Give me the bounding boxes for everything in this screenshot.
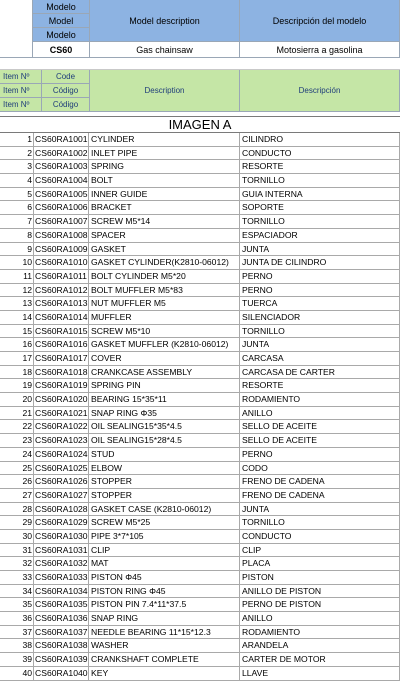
item-number-cell[interactable]: 1 (0, 133, 34, 146)
part-code-cell[interactable]: CS60RA1025 (35, 462, 88, 473)
item-number-cell[interactable]: 13 (0, 297, 34, 310)
part-code-cell[interactable]: CS60RA1034 (35, 585, 88, 596)
part-code-cell[interactable]: CS60RA1021 (35, 407, 88, 418)
table-row (0, 256, 400, 270)
description-es-cell[interactable]: PERNO (240, 270, 400, 283)
description-es-cell[interactable]: PERNO (240, 284, 400, 297)
description-es-cell[interactable]: JUNTA (240, 338, 400, 351)
parts-table (0, 133, 400, 681)
description-es-cell[interactable]: SOPORTE (240, 201, 400, 214)
part-code-cell[interactable]: CS60RA1011 (34, 270, 89, 283)
part-code-cell[interactable]: CS60RA1006 (35, 202, 88, 213)
table-row (0, 598, 400, 612)
item-number-cell[interactable]: 38 (0, 639, 34, 652)
item-number-cell[interactable]: 8 (0, 229, 34, 242)
description-es-cell[interactable]: CARCASA (240, 352, 400, 365)
item-number-cell[interactable]: 5 (0, 188, 34, 201)
item-number-cell[interactable]: 10 (0, 256, 34, 269)
table-row (0, 215, 400, 229)
table-row (0, 201, 400, 215)
part-code-cell[interactable]: CS60RA1038 (35, 640, 88, 651)
code-header[interactable]: Code (42, 70, 90, 84)
spacer-row (0, 58, 400, 70)
item-number-header[interactable]: Item Nº (0, 70, 42, 84)
column-headers (0, 70, 400, 112)
description-cell[interactable]: PISTON Φ45 (89, 571, 240, 584)
item-number-cell[interactable]: 18 (0, 366, 34, 379)
table-row (0, 639, 400, 653)
description-es-cell[interactable]: ANILLO DE PISTON (240, 585, 400, 598)
description-cell[interactable]: BRACKET (89, 201, 240, 214)
description-cell[interactable]: SCREW M5*10 (89, 325, 240, 338)
table-row (0, 667, 400, 681)
description-cell[interactable]: GASKET CYLINDER(K2810-06012) (89, 256, 240, 269)
description-es-cell[interactable]: LLAVE (240, 667, 400, 680)
part-code-cell[interactable]: CS60RA1032 (35, 558, 88, 569)
model-description-cell[interactable]: Gas chainsaw (90, 42, 240, 58)
table-row (0, 325, 400, 339)
item-number-cell[interactable]: 11 (0, 270, 34, 283)
part-code-cell[interactable]: CS60RA1012 (35, 284, 88, 295)
part-code-cell[interactable]: CS60RA1002 (35, 147, 88, 158)
part-code-cell[interactable]: CS60RA1040 (35, 667, 88, 678)
table-row (0, 544, 400, 558)
table-row (0, 626, 400, 640)
description-cell[interactable]: BEARING 15*35*11 (89, 393, 240, 406)
part-code-cell[interactable]: CS60RA1017 (35, 353, 88, 363)
table-row (0, 475, 400, 489)
table-row (0, 311, 400, 325)
item-number-cell[interactable]: 14 (0, 311, 34, 324)
description-cell[interactable]: SPRING PIN (89, 379, 240, 392)
description-es-cell[interactable]: CONDUCTO (240, 147, 400, 160)
table-row (0, 612, 400, 626)
description-es-header[interactable]: Descripción (240, 70, 400, 112)
description-es-cell[interactable]: RODAMIENTO (240, 393, 400, 406)
description-cell[interactable]: GASKET (89, 243, 240, 256)
item-number-cell[interactable]: 15 (0, 325, 34, 338)
description-cell[interactable]: CRANKCASE ASSEMBLY (89, 366, 240, 379)
table-row (0, 352, 400, 366)
description-es-cell[interactable]: TORNILLO (240, 174, 400, 187)
description-es-cell[interactable]: SELLO DE ACEITE (240, 434, 400, 447)
description-es-cell[interactable]: RODAMIENTO (240, 626, 400, 639)
description-cell[interactable]: GASKET MUFFLER (K2810-06012) (89, 338, 240, 351)
part-code-cell[interactable]: CS60RA1022 (35, 421, 88, 432)
description-cell[interactable]: PISTON PIN 7.4*11*37.5 (89, 598, 240, 611)
description-cell[interactable]: CLIP (89, 544, 240, 557)
table-row (0, 160, 400, 174)
description-es-cell[interactable]: TUERCA (240, 297, 400, 310)
part-code-cell[interactable]: CS60RA1003 (35, 161, 88, 172)
item-number-cell[interactable]: 35 (0, 598, 34, 611)
item-number-cell[interactable]: 37 (0, 626, 34, 639)
part-code-cell[interactable]: CS60RA1024 (35, 448, 88, 459)
model-label-cell[interactable]: Model (33, 14, 90, 28)
description-cell[interactable]: CRANKSHAFT COMPLETE (89, 653, 240, 666)
description-cell[interactable]: STUD (89, 448, 240, 461)
item-number-cell[interactable]: 29 (0, 516, 34, 529)
description-es-cell[interactable]: JUNTA (240, 503, 400, 516)
table-row (0, 557, 400, 571)
part-code-cell[interactable]: CS60RA1009 (35, 243, 88, 254)
model-header (0, 0, 400, 58)
model-code-cell[interactable]: CS60 (33, 42, 90, 58)
table-row (0, 147, 400, 161)
description-cell[interactable]: INLET PIPE (89, 147, 240, 160)
item-number-header[interactable]: Item Nº (0, 84, 42, 98)
item-number-cell[interactable]: 19 (0, 379, 34, 392)
description-cell[interactable]: SCREW M5*25 (89, 516, 240, 529)
table-row (0, 243, 400, 257)
description-cell[interactable]: WASHER (89, 639, 240, 652)
part-code-cell[interactable]: CS60RA1001 (35, 134, 88, 144)
description-cell[interactable]: SPRING (89, 160, 240, 173)
description-cell[interactable]: SCREW M5*14 (89, 215, 240, 228)
description-es-cell[interactable]: TORNILLO (240, 325, 400, 338)
item-number-cell[interactable]: 30 (0, 530, 34, 543)
item-number-cell[interactable]: 17 (0, 352, 34, 365)
part-code-cell[interactable]: CS60RA1004 (35, 175, 88, 186)
part-code-cell[interactable]: CS60RA1039 (35, 654, 88, 665)
model-description-header[interactable]: Model description (90, 0, 240, 42)
description-es-cell[interactable]: SELLO DE ACEITE (240, 420, 400, 433)
table-row (0, 379, 400, 393)
description-es-cell[interactable]: RESORTE (240, 379, 400, 392)
corner-cell[interactable] (0, 0, 33, 58)
description-es-cell[interactable]: ANILLO (240, 407, 400, 420)
description-cell[interactable]: OIL SEALING15*28*4.5 (89, 434, 240, 447)
part-code-cell[interactable]: CS60RA1013 (35, 298, 88, 309)
description-es-cell[interactable]: TORNILLO (240, 516, 400, 529)
description-cell[interactable]: GASKET CASE (K2810-06012) (89, 503, 240, 516)
table-row (0, 530, 400, 544)
table-row (0, 653, 400, 667)
part-code-cell[interactable]: CS60RA1008 (35, 229, 88, 240)
part-code-cell[interactable]: CS60RA1033 (35, 572, 88, 582)
description-cell[interactable]: BOLT CYLINDER M5*20 (89, 270, 240, 283)
description-cell[interactable]: OIL SEALING15*35*4.5 (89, 420, 240, 433)
part-code-cell[interactable]: CS60RA1020 (35, 394, 88, 405)
part-code-cell[interactable]: CS60RA1036 (35, 613, 88, 624)
table-row (0, 489, 400, 503)
description-es-cell[interactable]: PISTON (240, 571, 400, 584)
item-number-cell[interactable]: 3 (0, 160, 34, 173)
description-es-cell[interactable]: FRENO DE CADENA (240, 475, 400, 488)
description-es-cell[interactable]: CODO (240, 462, 400, 475)
description-es-cell[interactable]: CARCASA DE CARTER (240, 366, 400, 379)
description-es-cell[interactable]: RESORTE (240, 160, 400, 173)
part-code-cell[interactable]: CS60RA1015 (35, 325, 88, 336)
model-label-cell[interactable]: Modelo (33, 28, 90, 42)
part-code-cell[interactable]: CS60RA1019 (35, 380, 88, 391)
table-row (0, 174, 400, 188)
description-es-cell[interactable]: JUNTA (240, 243, 400, 256)
part-code-cell[interactable]: CS60RA1035 (35, 599, 88, 610)
table-row (0, 516, 400, 530)
part-code-cell[interactable]: CS60RA1018 (35, 366, 88, 377)
model-description-es-cell[interactable]: Motosierra a gasolina (240, 42, 400, 58)
code-header[interactable]: Código (42, 84, 90, 98)
item-number-cell[interactable]: 20 (0, 393, 34, 406)
table-row (0, 571, 400, 585)
part-code-cell[interactable]: CS60RA1005 (35, 188, 88, 199)
description-es-cell[interactable]: ANILLO (240, 612, 400, 625)
description-es-cell[interactable]: PLACA (240, 557, 400, 570)
item-number-header[interactable]: Item Nº (0, 98, 42, 112)
description-cell[interactable]: SNAP RING Φ35 (89, 407, 240, 420)
description-es-cell[interactable]: FRENO DE CADENA (240, 489, 400, 502)
code-header[interactable]: Código (42, 98, 90, 112)
table-row (0, 297, 400, 311)
item-number-cell[interactable]: 25 (0, 462, 34, 475)
part-code-cell[interactable]: CS60RA1028 (35, 503, 88, 514)
item-number-cell[interactable]: 26 (0, 475, 34, 488)
table-row (0, 229, 400, 243)
description-es-cell[interactable]: CONDUCTO (240, 530, 400, 543)
description-es-cell[interactable]: GUIA INTERNA (240, 188, 400, 201)
description-cell[interactable]: KEY (89, 667, 240, 680)
table-row (0, 270, 400, 284)
part-code-cell[interactable]: CS60RA1031 (35, 544, 88, 555)
item-number-cell[interactable]: 16 (0, 338, 34, 351)
description-cell[interactable]: NUT MUFFLER M5 (89, 297, 240, 310)
table-row (0, 420, 400, 434)
item-number-cell[interactable]: 39 (0, 653, 34, 666)
table-row (0, 448, 400, 462)
table-row (0, 407, 400, 421)
description-cell[interactable]: NEEDLE BEARING 11*15*12.3 (89, 626, 240, 639)
item-number-cell[interactable]: 22 (0, 420, 34, 433)
description-es-cell[interactable]: PERNO DE PISTON (240, 598, 400, 611)
part-code-cell[interactable]: CS60RA1030 (35, 530, 88, 541)
part-code-cell[interactable]: CS60RA1029 (35, 517, 88, 528)
part-code-cell[interactable]: CS60RA1023 (35, 435, 88, 446)
item-number-cell[interactable]: 21 (0, 407, 34, 420)
part-code-cell[interactable]: CS60RA1027 (35, 489, 88, 500)
table-row (0, 462, 400, 476)
description-es-cell[interactable]: ARANDELA (240, 639, 400, 652)
part-code-cell[interactable]: CS60RA1010 (35, 257, 88, 268)
description-cell[interactable]: CYLINDER (89, 133, 240, 146)
part-code-cell[interactable]: CS60RA1014 (35, 311, 88, 322)
item-number-cell[interactable]: 23 (0, 434, 34, 447)
item-number-cell[interactable]: 40 (0, 667, 34, 680)
item-number-cell[interactable]: 6 (0, 201, 34, 214)
table-row (0, 338, 400, 352)
table-row (0, 284, 400, 298)
item-number-cell[interactable]: 12 (0, 284, 34, 297)
part-code-cell[interactable]: CS60RA1037 (35, 626, 88, 637)
description-cell[interactable]: STOPPER (89, 489, 240, 502)
description-cell[interactable]: SNAP RING (89, 612, 240, 625)
item-number-cell[interactable]: 27 (0, 489, 34, 502)
item-number-cell[interactable]: 33 (0, 571, 34, 584)
description-cell[interactable]: MUFFLER (89, 311, 240, 324)
description-cell[interactable]: SPACER (89, 229, 240, 242)
description-cell[interactable]: PIPE 3*7*105 (89, 530, 240, 543)
description-es-cell[interactable]: PERNO (240, 448, 400, 461)
description-cell[interactable]: STOPPER (89, 475, 240, 488)
item-number-cell[interactable]: 32 (0, 557, 34, 570)
description-cell[interactable]: PISTON RING Φ45 (89, 585, 240, 598)
section-title[interactable]: IMAGEN A (0, 116, 400, 133)
table-row (0, 503, 400, 517)
item-number-cell[interactable]: 4 (0, 174, 34, 187)
item-number-cell[interactable]: 24 (0, 448, 34, 461)
table-row (0, 393, 400, 407)
item-number-cell[interactable]: 28 (0, 503, 34, 516)
description-header[interactable]: Description (90, 70, 240, 112)
part-code-cell[interactable]: CS60RA1007 (35, 216, 88, 227)
part-code-cell[interactable]: CS60RA1026 (35, 476, 88, 487)
model-description-es-header[interactable]: Descripción del modelo (240, 0, 400, 42)
table-row (0, 366, 400, 380)
table-row (0, 434, 400, 448)
description-es-cell[interactable]: ESPACIADOR (240, 229, 400, 242)
description-cell[interactable]: MAT (89, 557, 240, 570)
item-number-cell[interactable]: 2 (0, 147, 34, 160)
description-es-cell[interactable]: SILENCIADOR (240, 311, 400, 324)
item-number-cell[interactable]: 9 (0, 243, 34, 256)
description-es-cell[interactable]: TORNILLO (240, 215, 400, 228)
description-es-cell[interactable]: CILINDRO (240, 133, 400, 146)
description-cell[interactable]: COVER (89, 352, 240, 365)
table-row (0, 188, 400, 202)
item-number-cell[interactable]: 31 (0, 544, 34, 557)
item-number-cell[interactable]: 34 (0, 585, 34, 598)
part-code-cell[interactable]: CS60RA1016 (35, 339, 88, 350)
item-number-cell[interactable]: 36 (0, 612, 34, 625)
description-cell[interactable]: INNER GUIDE (89, 188, 240, 201)
table-row (0, 585, 400, 599)
description-cell[interactable]: BOLT MUFFLER M5*83 (89, 284, 240, 297)
description-cell[interactable]: BOLT (89, 174, 240, 187)
description-es-cell[interactable]: CLIP (240, 544, 400, 557)
description-es-cell[interactable]: CARTER DE MOTOR (240, 653, 400, 666)
description-es-cell[interactable]: JUNTA DE CILINDRO (240, 256, 400, 269)
description-cell[interactable]: ELBOW (89, 462, 240, 475)
model-label-cell[interactable]: Modelo (33, 0, 90, 14)
item-number-cell[interactable]: 7 (0, 215, 34, 228)
table-row (0, 133, 400, 147)
